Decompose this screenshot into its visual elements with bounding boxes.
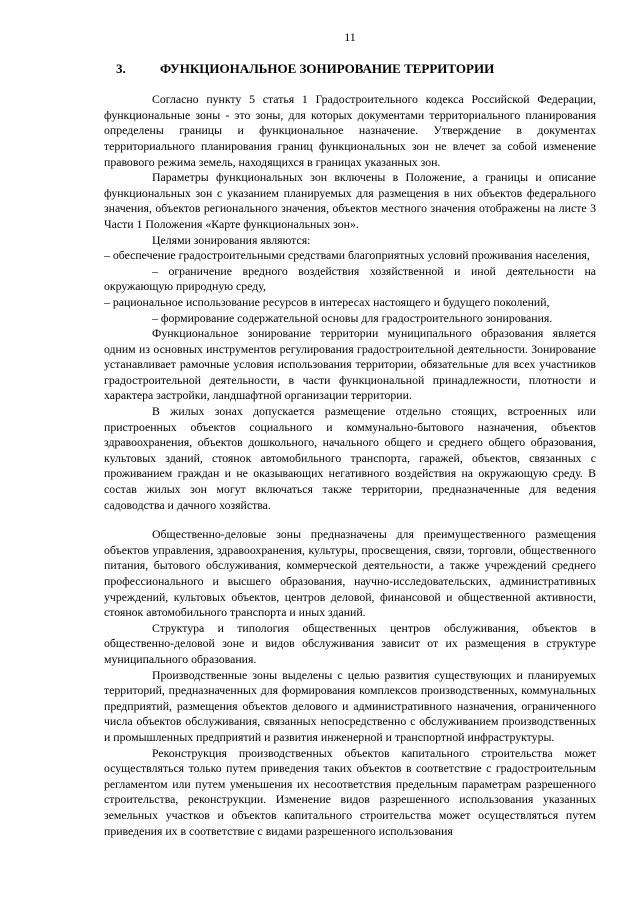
paragraph: Параметры функциональных зон включены в Положение, а границы и описание функциональных зон с указанием планируемых для размещения в них объектов федерального значения, объектов регионального значения, объектов местного значения отображены на листе 3 Части 1 Положения «Карте функциональных зон». (104, 170, 596, 231)
list-item: – формирование содержательной основы для градостроительного зонирования. (152, 310, 553, 325)
paragraph: В жилых зонах допускается размещение отдельно стоящих, встроенных или пристроенных объектов социального и коммунально-бытового назначения, объектов здравоохранения, объектов дошкольного, начального общего и среднего общего образования, культовых зданий, стоянок автомобильного транспорта, гаражей, объектов, связанных с проживанием граждан и не оказывающих негативного воздействия на окружающую среду. В состав жилых зон могут включаться также территории, предназначенные для ведения садоводства и дачного хозяйства. (104, 404, 596, 512)
page-number: 11 (344, 30, 356, 44)
list-item: – обеспечение градостроительными средствами благоприятных условий проживания населения, (104, 248, 590, 263)
list-item: – ограничение вредного воздействия хозяйственной и иной деятельности на окружающую природную среду, (104, 263, 596, 294)
paragraph: Производственные зоны выделены с целью развития существующих и планируемых территорий, предназначенных для формирования комплексов производственных, коммунальных предприятий, размещения объектов делового и административного назначения, ограниченного числа объектов обслуживания, связанных непосредственно с обслуживанием производственных и промышленных предприятий и развития инженерной и транспортной инфраструктуры. (104, 667, 596, 744)
paragraph: Целями зонирования являются: (152, 232, 311, 247)
section-heading (116, 61, 596, 77)
paragraph: Согласно пункту 5 статья 1 Градостроительного кодекса Российской Федерации, функциональные зоны - это зоны, для которых документами территориального планирования определены границы и функциональное назначение. Утверждение в документах территориального планирования границ функциональных зон не влечет за собой изменение правового режима земель, находящихся в границах указанных зон. (104, 92, 596, 169)
paragraph: Реконструкция производственных объектов капитального строительства может осуществляться только путем приведения таких объектов в соответствие с градостроительным регламентом или путем уменьшения их несоответствия предельным параметрам разрешенного строительства, реконструкции. Изменение видов разрешенного использования указанных земельных участков и объектов капитального строительства может осуществляться путем приведения их в соответствие с видами разрешенного использования (104, 745, 596, 838)
paragraph: Общественно-деловые зоны предназначены для преимущественного размещения объектов управления, здравоохранения, культуры, просвещения, связи, торговли, общественного питания, бытового обслуживания, коммерческой деятельности, а также учреждений среднего профессионального и высшего образования, научно-исследовательских, административных учреждений, культовых объектов, центров деловой, финансовой и общественной активности, стоянок автомобильного транспорта и иных зданий. (104, 527, 596, 620)
section-number: 3. (116, 60, 126, 76)
section-title: ФУНКЦИОНАЛЬНОЕ ЗОНИРОВАНИЕ ТЕРРИТОРИИ (160, 60, 495, 76)
list-item: – рациональное использование ресурсов в интересах настоящего и будущего поколений, (104, 294, 550, 309)
paragraph: Функциональное зонирование территории муниципального образования является одним из основных инструментов регулирования градостроительной деятельности. Зонирование устанавливает рамочные условия использования территории, обязательные для всех участников градостроительной деятельности, в части функциональной принадлежности, плотности и характера застройки, ландшафтной организации территории. (104, 326, 596, 403)
paragraph: Структура и типология общественных центров обслуживания, объектов в общественно-деловой зоне и видов обслуживания зависит от их размещения в структуре муниципального образования. (104, 620, 596, 666)
